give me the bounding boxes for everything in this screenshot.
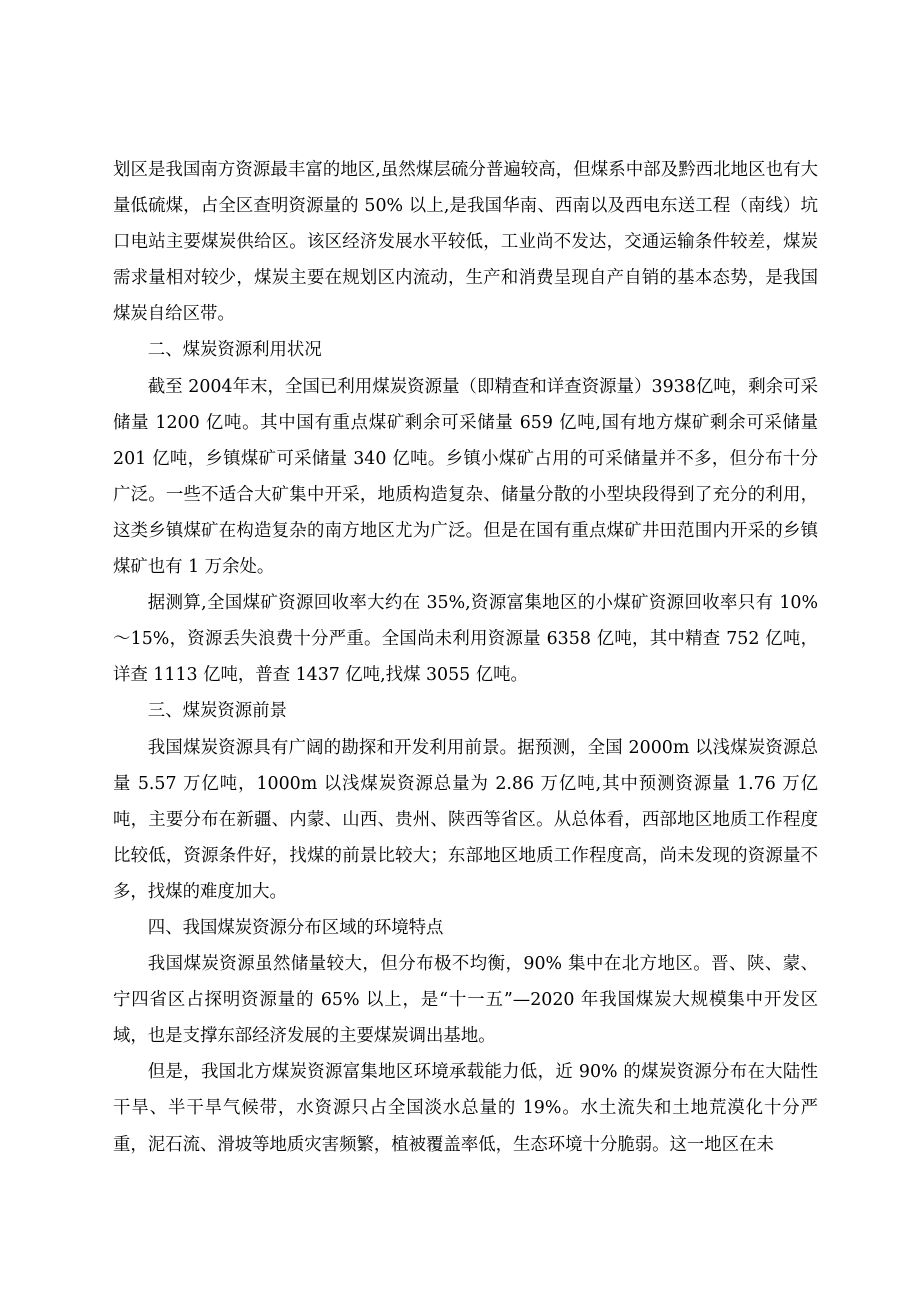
paragraph-distribution: 我国煤炭资源虽然储量较大，但分布极不均衡，90% 集中在北方地区。晋、陕、蒙、宁四省区占探明资源量的 65% 以上，是“十一五”—2020 年我国煤炭大规模集中开发区域，也是支撑东部经济发展的主要煤炭调出基地。 bbox=[113, 954, 818, 1047]
section-heading-prospects: 三、煤炭资源前景 bbox=[147, 701, 287, 722]
paragraph-prospects: 我国煤炭资源具有广阔的勘探和开发利用前景。据预测，全国 2000m 以浅煤炭资源总量 5.57 万亿吨，1000m 以浅煤炭资源总量为 2.86 万亿吨,其中预测资源量 1.76 万亿吨，主要分布在新疆、内蒙、山西、贵州、陕西等省区。从总体看，西部地区地质工作程度比较低，资源条件好，找煤的前景比较大；东部地区地质工作程度高，尚未发现的资源量不多，找煤的难度加大。 bbox=[113, 737, 818, 902]
section-heading-environment: 四、我国煤炭资源分布区域的环境特点 bbox=[147, 917, 444, 938]
paragraph-utilization-2004: 截至 2004年末，全国已利用煤炭资源量（即精查和详查资源量）3938亿吨，剩余可采储量 1200 亿吨。其中国有重点煤矿剩余可采储量 659 亿吨,国有地方煤矿剩余可采储量 201 亿吨，乡镇煤矿可采储量 340 亿吨。乡镇小煤矿占用的可采储量并不多，但分布十分广泛。一些不适合大矿集中开采，地质构造复杂、储量分散的小型块段得到了充分的利用，这类乡镇煤矿在构造复杂的南方地区尤为广泛。但是在国有重点煤矿井田范围内开采的乡镇煤矿也有 1 万余处。 bbox=[113, 376, 818, 578]
paragraph-recovery-rate: 据测算,全国煤矿资源回收率大约在 35%,资源富集地区的小煤矿资源回收率只有 10%～15%，资源丢失浪费十分严重。全国尚未利用资源量 6358 亿吨，其中精查 752 亿吨，详查 1113 亿吨，普查 1437 亿吨,找煤 3055 亿吨。 bbox=[113, 593, 818, 686]
paragraph-environment: 但是，我国北方煤炭资源富集地区环境承载能力低，近 90% 的煤炭资源分布在大陆性干旱、半干旱气候带，水资源只占全国淡水总量的 19%。水土流失和土地荒漠化十分严重，泥石流、滑坡等地质灾害频繁，植被覆盖率低，生态环境十分脆弱。这一地区在未 bbox=[113, 1062, 818, 1155]
paragraph-south-coal-region: 划区是我国南方资源最丰富的地区,虽然煤层硫分普遍较高，但煤系中部及黔西北地区也有大量低硫煤，占全区查明资源量的 50% 以上,是我国华南、西南以及西电东送工程（南线）坑口电站主要煤炭供给区。该区经济发展水平较低，工业尚不发达，交通运输条件较差，煤炭需求量相对较少，煤炭主要在规划区内流动，生产和消费呈现自产自销的基本态势，是我国煤炭自给区带。 bbox=[113, 160, 818, 325]
document-body bbox=[113, 152, 818, 1163]
section-heading-utilization: 二、煤炭资源利用状况 bbox=[147, 340, 322, 361]
